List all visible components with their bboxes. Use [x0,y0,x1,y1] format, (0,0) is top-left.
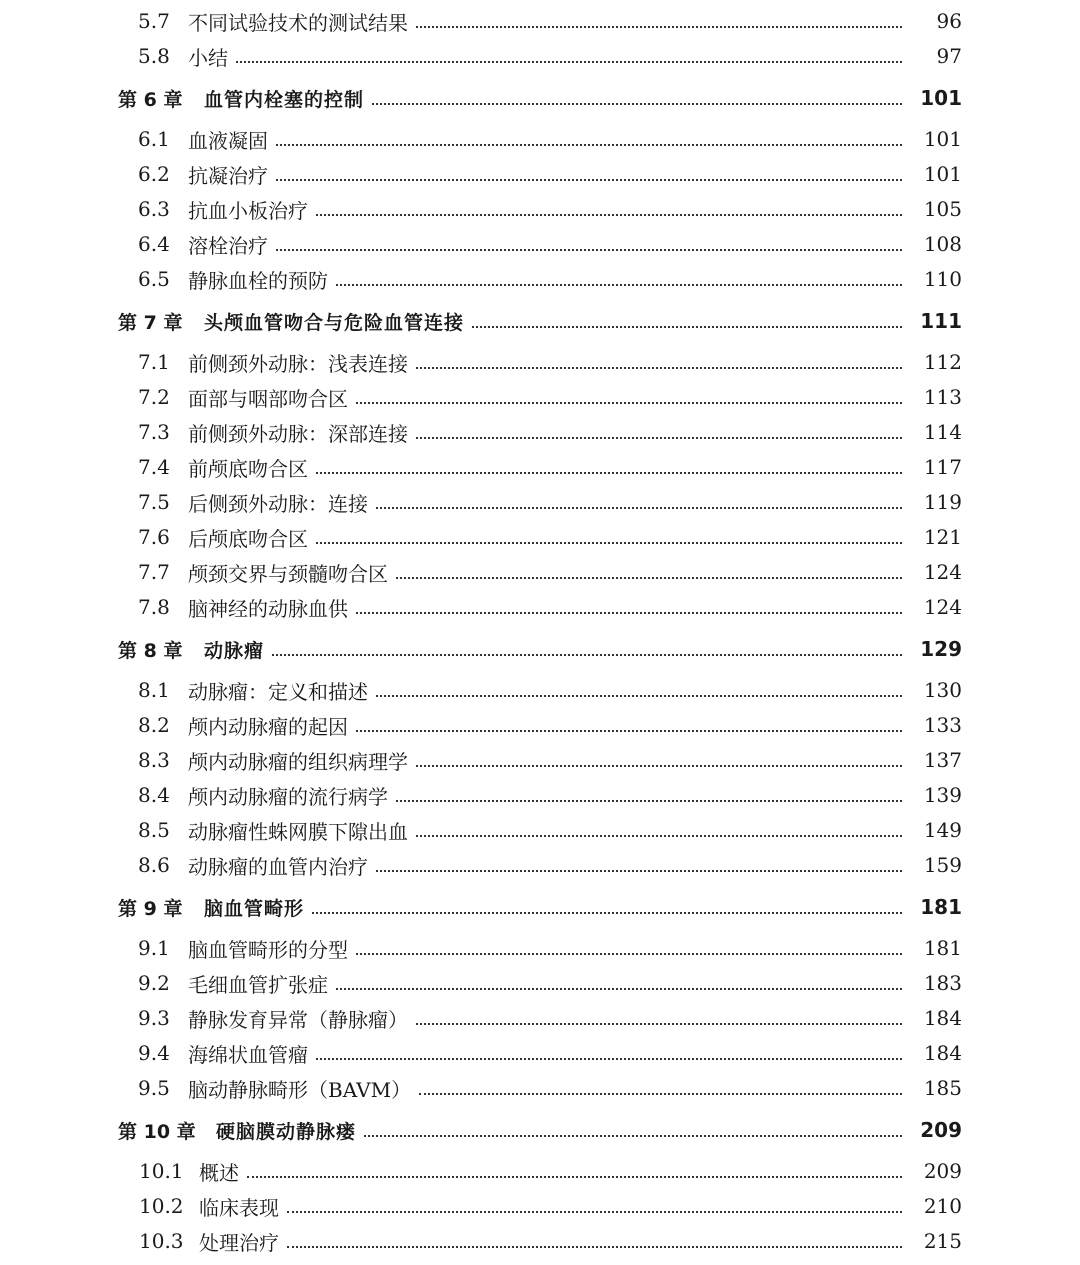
toc-section-row [0,673,1080,707]
dot-leader [376,870,902,872]
toc-entry-number: 8.6 [138,853,170,877]
toc-entry-title: 头颅血管吻合与危险血管连接 [204,311,465,334]
toc-entry-number: 5.8 [138,44,170,68]
toc-section-row [0,813,1080,847]
toc-entry-page: 108 [923,232,962,256]
toc-entry-title: 脑血管畸形 [204,897,305,920]
toc-entry-title: 小结 [188,45,228,70]
toc-section-row [0,1071,1080,1105]
toc-entry-number: 10.1 [139,1159,184,1183]
dot-leader [416,765,902,767]
toc-entry-number: 7.2 [138,385,170,409]
toc-section-row [0,485,1080,519]
dot-leader [272,654,902,656]
dot-leader [276,179,902,181]
toc-entry-page: 101 [923,162,962,186]
dot-leader [376,695,902,697]
toc-chapter-row [0,81,1080,115]
toc-entry-title: 动脉瘤 [204,639,265,662]
toc-entry-title: 溶栓治疗 [188,233,268,258]
toc-section-row [0,590,1080,624]
dot-leader [316,1058,902,1060]
dot-leader [364,1135,902,1137]
toc-entry-number: 8.2 [138,713,170,737]
toc-entry-number: 6.5 [138,267,170,291]
toc-section-row [0,778,1080,812]
toc-entry-title: 毛细血管扩张症 [188,972,328,997]
toc-section-row [0,122,1080,156]
toc-section-row [0,1001,1080,1035]
toc-entry-page: 130 [923,678,962,702]
toc-entry-title: 抗凝治疗 [188,163,268,188]
toc-entry-number: 6.1 [138,127,170,151]
toc-entry-title: 颅内动脉瘤的起因 [188,714,348,739]
toc-section-row [0,931,1080,965]
toc-entry-page: 209 [920,1118,962,1142]
toc-entry-title: 面部与咽部吻合区 [188,386,348,411]
toc-entry-number: 7.6 [138,525,170,549]
toc-entry-page: 124 [923,560,962,584]
toc-entry-number: 第 9 章 [118,897,183,920]
toc-entry-title: 静脉血栓的预防 [188,268,328,293]
toc-section-row [0,450,1080,484]
toc-entry-number: 8.3 [138,748,170,772]
dot-leader [316,542,902,544]
toc-section-row [0,520,1080,554]
toc-entry-number: 6.2 [138,162,170,186]
toc-entry-title: 血管内栓塞的控制 [204,88,365,111]
toc-section-row [0,227,1080,261]
toc-entry-page: 137 [923,748,962,772]
toc-entry-number: 第 8 章 [118,639,183,662]
toc-entry-title: 脑神经的动脉血供 [188,596,348,621]
dot-leader [416,26,902,28]
toc-entry-page: 159 [923,853,962,877]
dot-leader [372,103,902,105]
toc-entry-page: 210 [923,1194,962,1218]
toc-entry-title: 动脉瘤性蛛网膜下隙出血 [188,819,408,844]
toc-entry-title: 脑血管畸形的分型 [188,937,348,962]
toc-entry-number: 9.2 [138,971,170,995]
dot-leader [287,1211,902,1213]
toc-section-row [0,39,1080,73]
toc-entry-number: 第 10 章 [118,1120,196,1143]
toc-entry-page: 129 [920,637,962,661]
toc-entry-title: 前侧颈外动脉：浅表连接 [188,351,408,376]
toc-entry-page: 185 [923,1076,962,1100]
toc-section-row [0,966,1080,1000]
toc-entry-title: 海绵状血管瘤 [188,1042,308,1067]
toc-chapter-row [0,632,1080,666]
dot-leader [356,730,902,732]
dot-leader [419,1093,902,1095]
toc-section-row [0,848,1080,882]
toc-section-row [0,157,1080,191]
toc-section-row [0,380,1080,414]
toc-section-row [0,1224,1080,1258]
toc-entry-title: 前侧颈外动脉：深部连接 [188,421,408,446]
toc-entry-number: 5.7 [138,9,170,33]
toc-entry-page: 183 [923,971,962,995]
toc-entry-page: 110 [923,267,962,291]
dot-leader [336,988,902,990]
toc-entry-page: 124 [923,595,962,619]
toc-entry-page: 112 [923,350,962,374]
toc-entry-title: 脑动静脉畸形（BAVM） [188,1077,412,1102]
dot-leader [336,284,902,286]
toc-entry-number: 9.1 [138,936,170,960]
dot-leader [472,326,902,328]
toc-entry-page: 101 [923,127,962,151]
toc-entry-page: 121 [923,525,962,549]
toc-entry-title: 后颅底吻合区 [188,526,308,551]
toc-section-row [0,555,1080,589]
dot-leader [396,800,902,802]
toc-entry-number: 9.5 [138,1076,170,1100]
toc-entry-page: 119 [923,490,962,514]
dot-leader [247,1176,902,1178]
toc-entry-number: 7.7 [138,560,170,584]
dot-leader [316,214,902,216]
dot-leader [276,144,902,146]
toc-entry-number: 7.3 [138,420,170,444]
dot-leader [396,577,902,579]
toc-entry-number: 6.3 [138,197,170,221]
toc-chapter-row [0,890,1080,924]
toc-entry-title: 抗血小板治疗 [188,198,308,223]
toc-entry-number: 9.4 [138,1041,170,1065]
toc-entry-number: 7.5 [138,490,170,514]
toc-chapter-row [0,1113,1080,1147]
toc-entry-number: 8.4 [138,783,170,807]
toc-entry-page: 209 [923,1159,962,1183]
toc-section-row [0,4,1080,38]
toc-entry-title: 动脉瘤：定义和描述 [188,679,368,704]
toc-entry-number: 10.2 [139,1194,184,1218]
toc-entry-title: 不同试验技术的测试结果 [188,10,408,35]
toc-entry-title: 后侧颈外动脉：连接 [188,491,368,516]
toc-section-row [0,262,1080,296]
toc-entry-title: 静脉发育异常（静脉瘤） [188,1007,408,1032]
toc-entry-page: 181 [920,895,962,919]
toc-entry-page: 184 [923,1041,962,1065]
toc-section-row [0,743,1080,777]
toc-section-row [0,192,1080,226]
toc-entry-number: 9.3 [138,1006,170,1030]
toc-entry-number: 7.8 [138,595,170,619]
toc-entry-page: 114 [923,420,962,444]
dot-leader [312,912,902,914]
dot-leader [376,507,902,509]
toc-section-row [0,415,1080,449]
toc-section-row [0,1154,1080,1188]
toc-entry-title: 颅内动脉瘤的组织病理学 [188,749,408,774]
dot-leader [416,1023,902,1025]
dot-leader [236,61,902,63]
toc-entry-number: 第 6 章 [118,88,183,111]
dot-leader [416,367,902,369]
toc-entry-page: 215 [923,1229,962,1253]
dot-leader [316,472,902,474]
toc-entry-page: 184 [923,1006,962,1030]
toc-entry-page: 117 [923,455,962,479]
toc-entry-title: 颅内动脉瘤的流行病学 [188,784,388,809]
toc-entry-page: 133 [923,713,962,737]
toc-entry-number: 8.5 [138,818,170,842]
toc-entry-title: 硬脑膜动静脉瘘 [216,1120,357,1143]
toc-entry-number: 6.4 [138,232,170,256]
toc-entry-page: 149 [923,818,962,842]
toc-entry-title: 临床表现 [199,1195,279,1220]
toc-section-row [0,1189,1080,1223]
dot-leader [276,249,902,251]
dot-leader [416,437,902,439]
toc-section-row [0,1036,1080,1070]
toc-entry-title: 血液凝固 [188,128,268,153]
toc-entry-page: 97 [936,44,962,68]
toc-entry-page: 181 [923,936,962,960]
dot-leader [416,835,902,837]
dot-leader [356,612,902,614]
toc-entry-page: 101 [920,86,962,110]
toc-section-row [0,345,1080,379]
toc-entry-title: 动脉瘤的血管内治疗 [188,854,368,879]
toc-entry-number: 7.1 [138,350,170,374]
toc-chapter-row [0,304,1080,338]
toc-entry-title: 处理治疗 [199,1230,279,1255]
toc-section-row [0,708,1080,742]
toc-entry-title: 概述 [199,1160,239,1185]
dot-leader [356,402,902,404]
toc-entry-number: 第 7 章 [118,311,183,334]
toc-entry-page: 111 [920,309,962,333]
toc-entry-page: 113 [923,385,962,409]
toc-entry-title: 颅颈交界与颈髓吻合区 [188,561,388,586]
toc-entry-number: 7.4 [138,455,170,479]
toc-entry-number: 10.3 [139,1229,184,1253]
dot-leader [287,1246,902,1248]
toc-entry-title: 前颅底吻合区 [188,456,308,481]
toc-entry-page: 139 [923,783,962,807]
dot-leader [356,953,902,955]
toc-entry-page: 96 [936,9,962,33]
toc-entry-page: 105 [923,197,962,221]
toc-entry-number: 8.1 [138,678,170,702]
